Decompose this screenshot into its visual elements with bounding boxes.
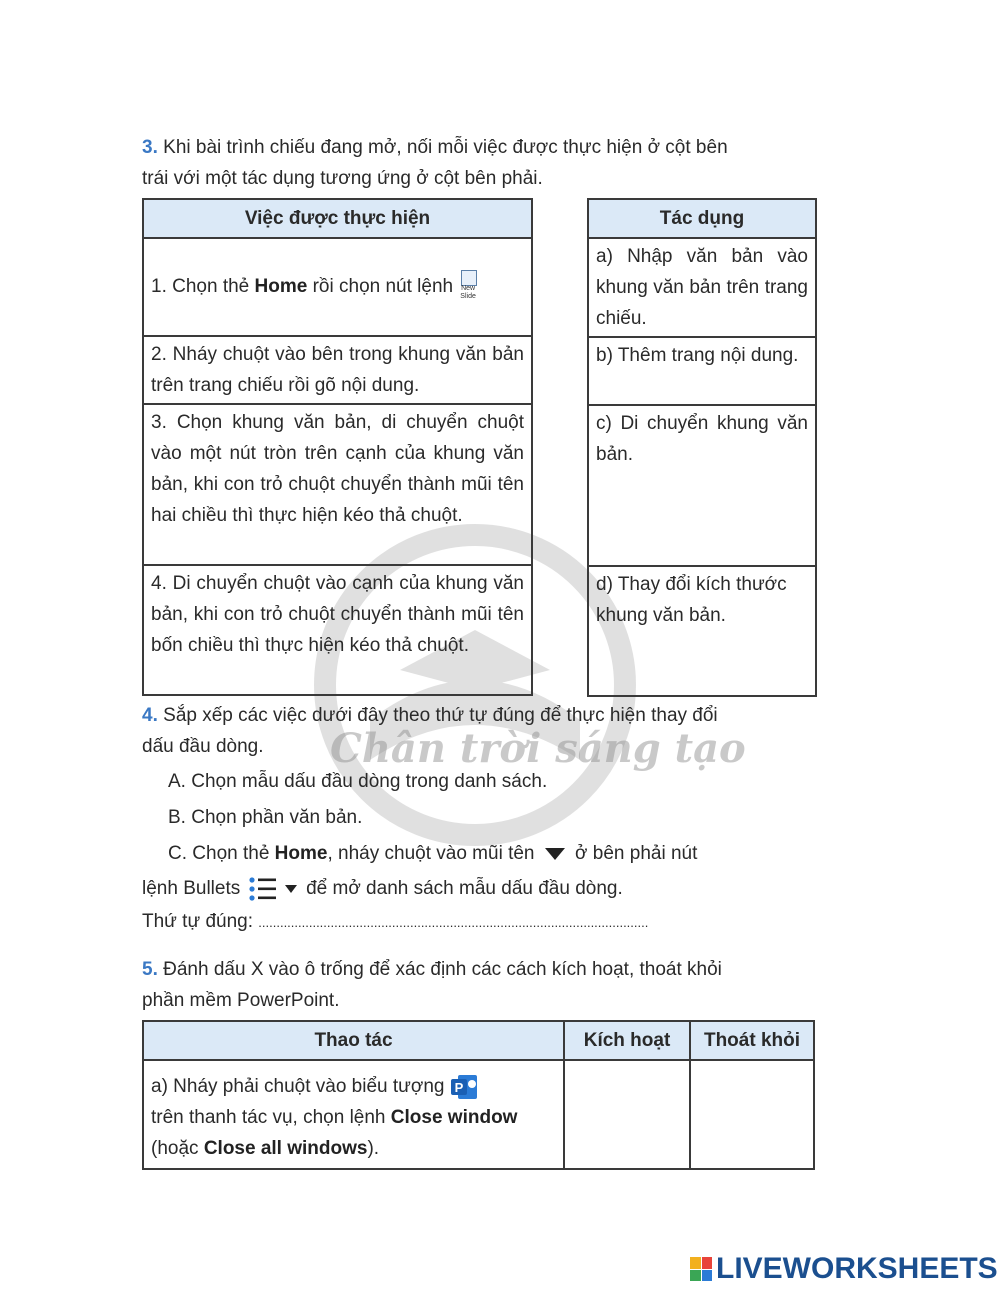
effects-table-header: Tác dụng <box>588 199 816 238</box>
option-c-line-2-start: lệnh Bullets <box>142 878 241 899</box>
question-3-number: 3. <box>142 137 158 158</box>
option-c-line-2 <box>142 873 816 904</box>
action-row-1-text-start: 1. Chọn thẻ <box>151 276 255 298</box>
answer-blank[interactable]: ............................................................................................................ <box>258 915 649 930</box>
question-5-line-1: Đánh dấu X vào ô trống để xác định các cách kích hoạt, thoát khỏi <box>163 959 722 980</box>
row-a-exit-checkbox[interactable] <box>690 1060 814 1169</box>
option-c-line-2-end: để mở danh sách mẫu dấu đầu dòng. <box>306 878 623 899</box>
liveworksheets-logo-mark <box>690 1257 712 1281</box>
answer-line <box>142 906 804 938</box>
powerpoint-icon <box>450 1073 478 1101</box>
bullets-icon <box>248 875 278 903</box>
option-c-start: C. Chọn thẻ <box>168 843 275 864</box>
liveworksheets-logo <box>690 1253 998 1285</box>
row-a-line-1: a) Nháy phải chuột vào biểu tượng <box>151 1076 445 1097</box>
option-c <box>142 838 816 869</box>
row-a-action <box>143 1060 564 1169</box>
question-3-line-1: Khi bài trình chiếu đang mở, nối mỗi việc được thực hiện ở cột bên <box>163 137 728 158</box>
powerpoint-table <box>142 1020 815 1170</box>
question-4-line-1: Sắp xếp các việc dưới đây theo thứ tự đúng để thực hiện thay đổi <box>163 705 718 726</box>
question-3-prompt <box>142 132 814 194</box>
action-row-1[interactable] <box>143 238 532 336</box>
action-row-4[interactable]: 4. Di chuyển chuột vào cạnh của khung văn bản, khi con trỏ chuột chuyển thành mũi tên bốn chiều thì thực hiện kéo thả chuột. <box>143 565 532 695</box>
action-row-3[interactable]: 3. Chọn khung văn bản, di chuyển chuột vào một nút tròn trên cạnh của khung văn bản, khi con trỏ chuột chuyển thành mũi tên hai chiều thì thực hiện kéo thả chuột. <box>143 404 532 565</box>
row-a-line-3-start: (hoặc <box>151 1138 204 1159</box>
question-5-prompt <box>142 954 816 1016</box>
option-b: B. Chọn phần văn bản. <box>168 807 363 828</box>
liveworksheets-wordmark: LIVEWORKSHEETS <box>716 1252 998 1285</box>
answer-label: Thứ tự đúng: <box>142 911 253 932</box>
question-4-line-2: dấu đầu dòng. <box>142 736 264 757</box>
question-5-number: 5. <box>142 959 158 980</box>
new-slide-icon-label: New Slide <box>460 285 476 300</box>
publisher-watermark-text: Chân trời sáng tạo <box>330 725 746 772</box>
effect-row-b[interactable]: b) Thêm trang nội dung. <box>588 337 816 405</box>
col-header-thao-tac: Thao tác <box>143 1021 564 1060</box>
action-row-1-text-end: rồi chọn nút lệnh <box>307 276 454 298</box>
question-4 <box>142 700 816 938</box>
row-a-line-3-end: ). <box>367 1138 380 1159</box>
row-a-line-2: trên thanh tác vụ, chọn lệnh <box>151 1107 391 1128</box>
bullets-dropdown-arrow-icon <box>285 884 297 894</box>
col-header-thoat-khoi: Thoát khỏi <box>690 1021 814 1060</box>
effect-row-d[interactable]: d) Thay đổi kích thước khung văn bản. <box>588 566 816 696</box>
question-3-line-2: trái với một tác dụng tương ứng ở cột bên phải. <box>142 168 543 189</box>
effects-table <box>587 198 817 697</box>
question-5-line-2: phần mềm PowerPoint. <box>142 990 340 1011</box>
row-a-close-window: Close window <box>390 1107 518 1128</box>
svg-text:P: P <box>454 1079 464 1095</box>
row-a-activate-checkbox[interactable] <box>564 1060 690 1169</box>
row-a-close-all-windows: Close all windows <box>203 1138 368 1159</box>
effect-row-c[interactable]: c) Di chuyển khung văn bản. <box>588 405 816 566</box>
actions-table <box>142 198 533 696</box>
option-c-end: ở bên phải nút <box>575 843 698 864</box>
option-a: A. Chọn mẫu dấu đầu dòng trong danh sách. <box>168 771 548 792</box>
question-4-number: 4. <box>142 705 158 726</box>
effect-row-a[interactable]: a) Nhập văn bản vào khung văn bản trên trang chiếu. <box>588 238 816 337</box>
action-row-1-bold: Home <box>254 276 308 298</box>
dropdown-arrow-icon <box>544 847 566 861</box>
option-c-bold: Home <box>274 843 328 864</box>
option-c-middle: , nháy chuột vào mũi tên <box>327 843 535 864</box>
actions-table-header: Việc được thực hiện <box>143 199 532 238</box>
action-row-2[interactable]: 2. Nháy chuột vào bên trong khung văn bản trên trang chiếu rồi gõ nội dung. <box>143 336 532 404</box>
col-header-kich-hoat: Kích hoạt <box>564 1021 690 1060</box>
new-slide-icon <box>455 270 481 304</box>
